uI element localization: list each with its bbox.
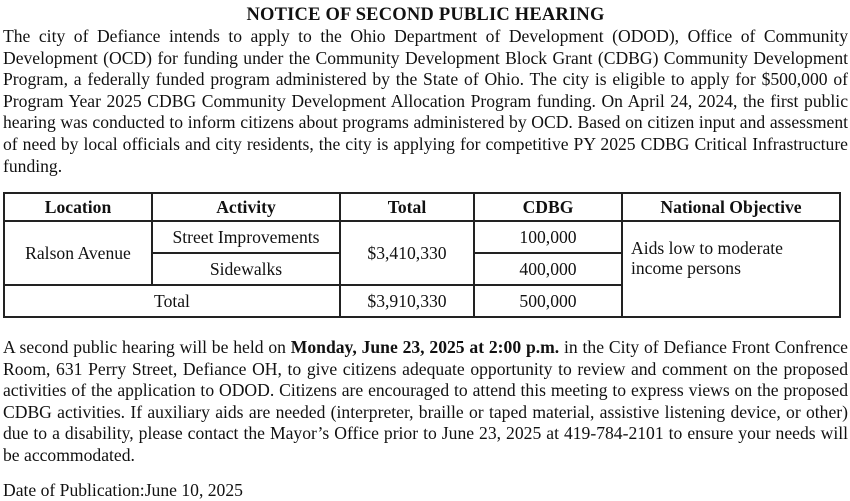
national-objective-cell: Aids low to moderate income persons <box>622 221 840 317</box>
table-header-row <box>4 193 840 221</box>
publication-date-line <box>3 480 243 501</box>
hearing-datetime: Monday, June 23, 2025 at 2:00 p.m. <box>290 337 560 357</box>
location-total-cell: $3,410,330 <box>340 221 474 285</box>
header-location: Location <box>4 193 152 221</box>
grand-total-cell: $3,910,330 <box>340 285 474 317</box>
notice-title: NOTICE OF SECOND PUBLIC HEARING <box>246 5 605 25</box>
table-row <box>4 221 840 253</box>
header-activity: Activity <box>152 193 340 221</box>
total-label-cell: Total <box>4 285 340 317</box>
header-cdbg: CDBG <box>474 193 622 221</box>
cdbg-cell: 100,000 <box>474 221 622 253</box>
publication-date: June 10, 2025 <box>144 480 243 500</box>
header-total: Total <box>340 193 474 221</box>
funding-table <box>3 192 841 318</box>
hearing-text-after: in the City of Defiance Front Confrence Room, 631 Perry Street, Defiance OH, to give citizens adequate opportunity to review and comment on the proposed activities of the application to ODOD. Citizens are encouraged to attend this meeting to express views on the proposed CDBG activities. If auxiliary aids are needed (interpreter, braille or taped material, assistive listening device, or other) due to a disability, please contact the Mayor’s Office prior to June 23, 2025 at 419-784-2101 to ensure your needs will be accommodated. <box>3 337 848 465</box>
header-national-objective: National Objective <box>622 193 840 221</box>
activity-cell: Sidewalks <box>152 253 340 285</box>
cdbg-total-cell: 500,000 <box>474 285 622 317</box>
location-cell: Ralson Avenue <box>4 221 152 285</box>
intro-paragraph: The city of Defiance intends to apply to the Ohio Department of Development (ODOD), Office of Community Development (OCD) for funding under the Community Development Block Grant (CDBG) Community Development Program, a federally funded program administered by the State of Ohio. The city is eligible to apply for $500,000 of Program Year 2025 CDBG Community Development Allocation Program funding. On April 24, 2024, the first public hearing was conducted to inform citizens about programs administered by OCD. Based on citizen input and assessment of need by local officials and city residents, the city is applying for competitive PY 2025 CDBG Critical Infrastructure funding. <box>3 26 848 176</box>
hearing-text-before: A second public hearing will be held on <box>3 337 291 357</box>
publication-label: Date of Publication: <box>3 480 145 500</box>
notice-header <box>3 4 848 177</box>
hearing-paragraph <box>3 337 848 467</box>
activity-cell: Street Improvements <box>152 221 340 253</box>
cdbg-cell: 400,000 <box>474 253 622 285</box>
